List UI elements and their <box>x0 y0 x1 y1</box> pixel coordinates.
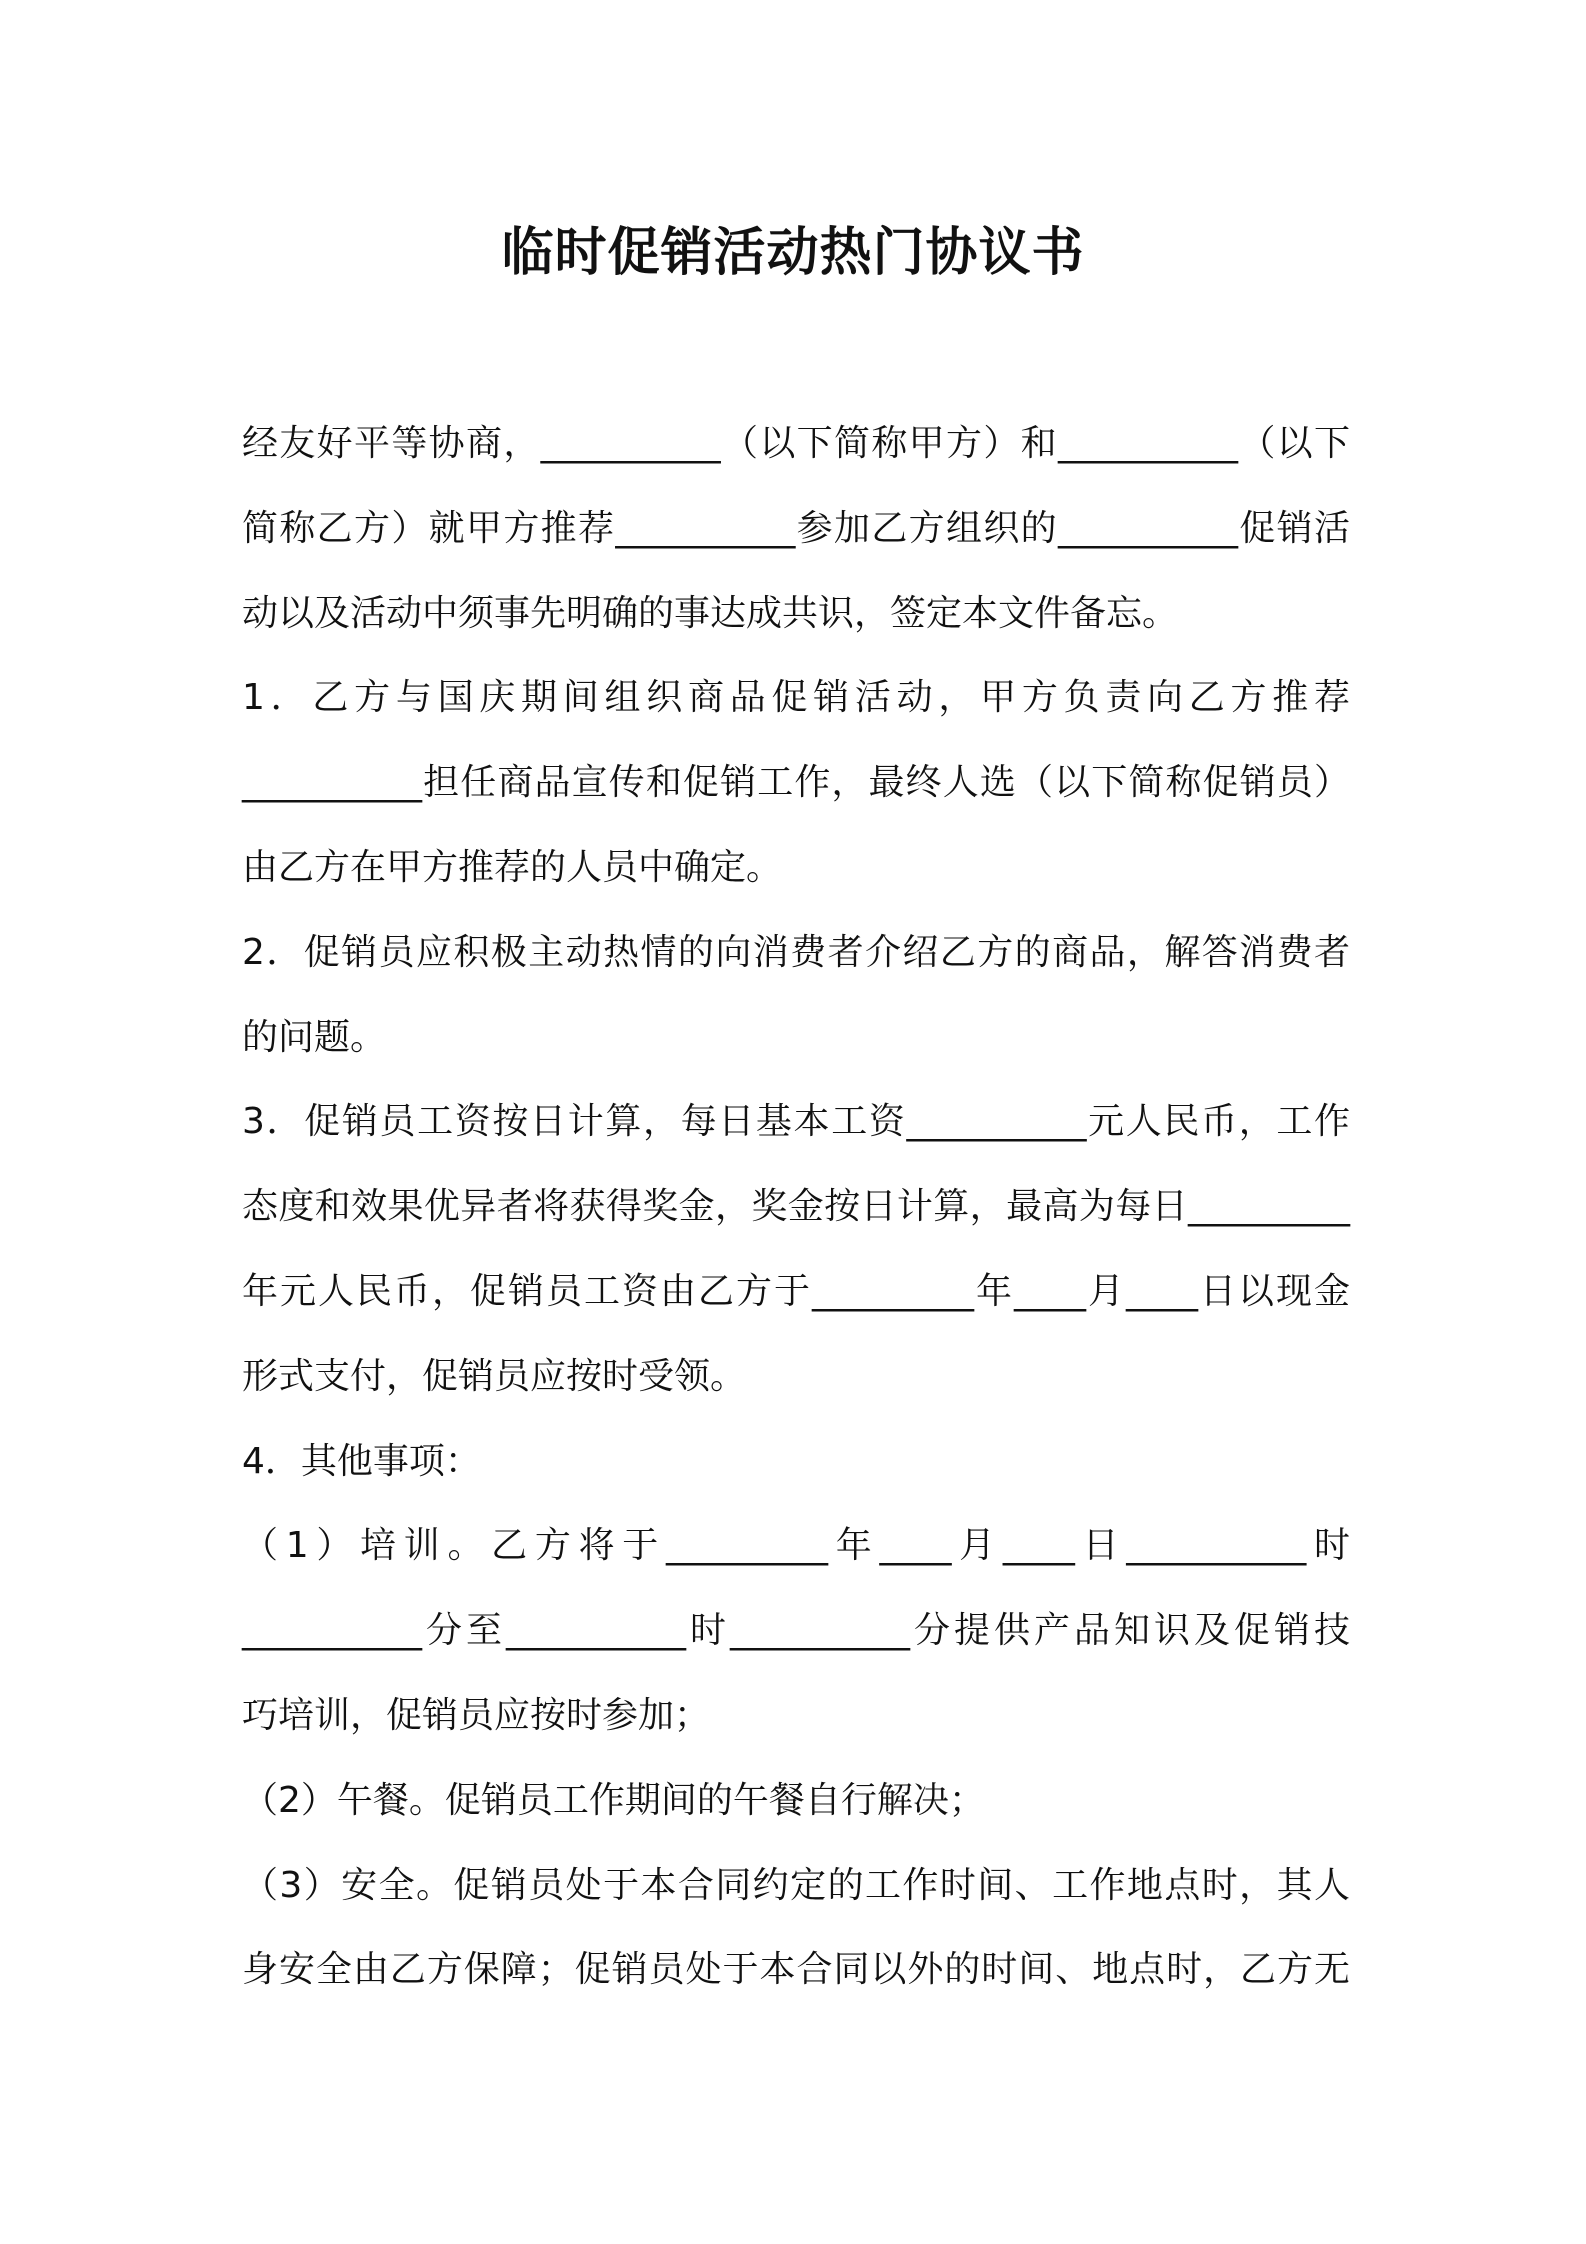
document-body <box>242 402 1350 2013</box>
text-line: 身安全由乙方保障；促销员处于本合同以外的时间、地点时，乙方无 <box>242 1949 1350 1991</box>
text-line: 巧培训，促销员应按时参加； <box>242 1694 711 1736</box>
text-line: 简称乙方）就甲方推荐__________参加乙方组织的__________促销活 <box>242 507 1350 549</box>
text-line: 1．乙方与国庆期间组织商品促销活动，甲方负责向乙方推荐 <box>242 677 1350 719</box>
text-line: 年元人民币，促销员工资由乙方于_________年____月____日以现金 <box>242 1270 1350 1312</box>
text-line: 形式支付，促销员应按时受领。 <box>242 1355 747 1397</box>
document-title: 临时促销活动热门协议书 <box>501 223 1085 283</box>
text-line: 动以及活动中须事先明确的事达成共识，签定本文件备忘。 <box>242 592 1179 634</box>
text-line: （1）培训。乙方将于_________年____月____日__________时 <box>242 1525 1350 1567</box>
text-line: __________分至__________时__________分提供产品知识及促销技 <box>242 1610 1350 1652</box>
text-line: 2．促销员应积极主动热情的向消费者介绍乙方的商品，解答消费者 <box>242 931 1350 973</box>
text-line: __________担任商品宣传和促销工作，最终人选（以下简称促销员） <box>242 762 1350 804</box>
text-line: 由乙方在甲方推荐的人员中确定。 <box>242 846 783 888</box>
text-line: 态度和效果优异者将获得奖金，奖金按日计算，最高为每日_________ <box>242 1186 1350 1228</box>
text-line: （3）安全。促销员处于本合同约定的工作时间、工作地点时，其人 <box>242 1864 1350 1906</box>
text-line: 经友好平等协商，__________（以下简称甲方）和__________（以下 <box>242 423 1350 464</box>
text-line: 4．其他事项： <box>242 1440 481 1482</box>
text-line: 3．促销员工资按日计算，每日基本工资__________元人民币，工作 <box>242 1101 1350 1143</box>
text-line: （2）午餐。促销员工作期间的午餐自行解决； <box>242 1779 985 1821</box>
text-line: 的问题。 <box>242 1016 387 1058</box>
